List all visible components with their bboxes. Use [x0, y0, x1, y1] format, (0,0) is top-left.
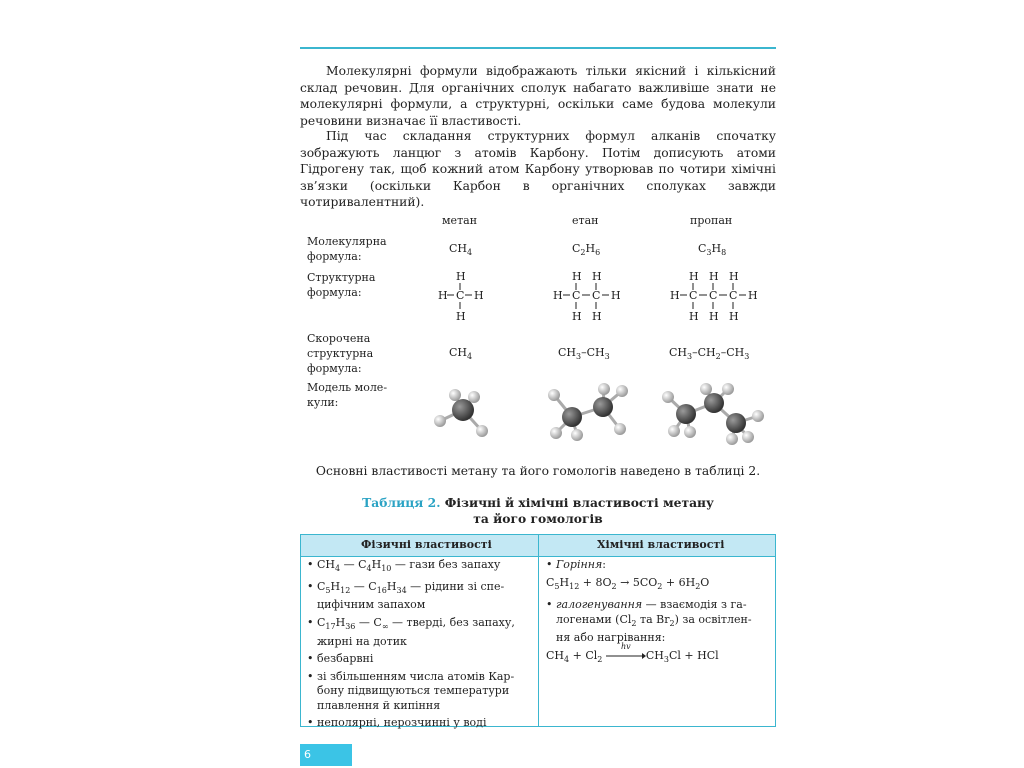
- list-item: • безбарвні: [307, 652, 374, 666]
- table-column-divider: [538, 535, 539, 726]
- svg-text:H: H: [456, 270, 466, 283]
- combustion-equation: $C_5H_{12} + 8O_2 \to 5CO_2 + 6H_2O$: [546, 575, 710, 591]
- row-label-molecular: Молекулярна формула:: [307, 235, 387, 263]
- condensed-formula-methane: $CH_4$: [449, 346, 473, 362]
- list-item: • $C_{17}H_{36}$ — $C_\infty$ — тверді, без запаху, жирні на дотик: [307, 615, 515, 648]
- molecular-formula-propane: $C_3H_8$: [698, 242, 727, 258]
- svg-text:H: H: [456, 310, 466, 323]
- svg-text:C: C: [456, 289, 465, 302]
- svg-text:H: H: [748, 289, 758, 302]
- svg-text:C: C: [709, 289, 718, 302]
- list-item: • Горіння:: [546, 558, 606, 571]
- list-item: • $C_5H_{12}$ — $C_{16}H_{34}$ — рідини зі спе- цифічним запахом: [307, 579, 505, 612]
- reaction-arrow: hv: [606, 649, 646, 664]
- page-number-box: [300, 744, 352, 766]
- header-propane: пропан: [690, 214, 733, 227]
- svg-text:H: H: [474, 289, 484, 302]
- svg-text:H: H: [709, 270, 719, 283]
- paragraph-structural-formulas: Під час складання структурних формул алканів спочатку зображують ланцюг з атомів Карбону. Потім дописують атоми Гідрогену так, щоб кожний атом Карбону утворював по чотири хімічні зв’язки (оскільки Карбон в органічних сполуках завжди чотиривалентний).: [300, 129, 776, 209]
- svg-text:H: H: [709, 310, 719, 323]
- structural-formula-propane: [665, 268, 765, 326]
- svg-text:H: H: [689, 310, 699, 323]
- header-physical-properties: Фізичні властивості: [361, 538, 492, 551]
- condensed-formula-propane: $CH_3-CH_2-CH_3$: [669, 346, 750, 362]
- list-item: • зі збільшенням числа атомів Кар- бону підвищуються температури плавлення й кипіння: [307, 669, 515, 712]
- svg-text:H: H: [553, 289, 563, 302]
- page-number: 6: [304, 748, 311, 761]
- svg-text:H: H: [572, 270, 582, 283]
- svg-text:H: H: [670, 289, 680, 302]
- svg-text:H: H: [611, 289, 621, 302]
- row-label-condensed: Скорочена структурна формула:: [307, 332, 374, 375]
- svg-text:H: H: [592, 270, 602, 283]
- table-reference-text: Основні властивості метану та його гомологів наведено в таблиці 2.: [315, 464, 761, 478]
- properties-table: [300, 534, 776, 730]
- row-label-model: Модель моле- кули:: [307, 381, 388, 409]
- propane-model-image: [660, 383, 766, 445]
- physical-properties-column: [307, 558, 532, 734]
- svg-text:H: H: [592, 310, 602, 323]
- svg-text:C: C: [729, 289, 738, 302]
- list-item: • неполярні, нерозчинні у воді: [307, 716, 487, 730]
- top-rule: [300, 47, 776, 49]
- svg-text:H: H: [689, 270, 699, 283]
- methane-model-image: [426, 383, 498, 445]
- chemical-properties-column: [546, 558, 772, 672]
- molecular-formula-methane: $CH_4$: [449, 242, 473, 258]
- svg-text:C: C: [689, 289, 698, 302]
- structural-formula-ethane: [548, 268, 628, 326]
- list-item: • галогенування — взаємодія з га- логенами ($Cl_2$ та $Br_2$) за освітлен- ня або нагрівання:: [546, 598, 752, 645]
- svg-text:H: H: [572, 310, 582, 323]
- halogenation-equation: $CH_4 + Cl_2$ hv $CH_3Cl$ + HCl: [546, 641, 719, 665]
- structural-formula-methane: [432, 268, 492, 326]
- table-caption-lead: Таблиця 2.: [362, 495, 441, 510]
- header-methane: метан: [442, 214, 478, 227]
- condensed-formula-ethane: $CH_3-CH_3$: [558, 346, 610, 362]
- svg-text:H: H: [729, 270, 739, 283]
- svg-text:H: H: [729, 310, 739, 323]
- svg-text:H: H: [438, 289, 448, 302]
- ethane-model-image: [544, 383, 634, 445]
- svg-text:C: C: [592, 289, 601, 302]
- row-label-structural: Структурна формула:: [307, 271, 376, 299]
- svg-text:C: C: [572, 289, 581, 302]
- header-ethane: етан: [572, 214, 599, 227]
- table-caption: Таблиця 2. Фізичні й хімічні властивості метану та його гомологів: [362, 495, 714, 526]
- header-chemical-properties: Хімічні властивості: [597, 538, 725, 551]
- molecular-formula-ethane: $C_2H_6$: [572, 242, 601, 258]
- list-item: • $CH_4$ — $C_4H_{10}$ — гази без запаху: [307, 558, 501, 574]
- paragraph-molecular-formulas: Молекулярні формули відображають тільки якісний і кількісний склад речовин. Для органічних сполук набагато важливіше знати не молекулярні формули, а структурні, оскільки саме будова молекули речовини визначає її властивості.: [300, 64, 776, 128]
